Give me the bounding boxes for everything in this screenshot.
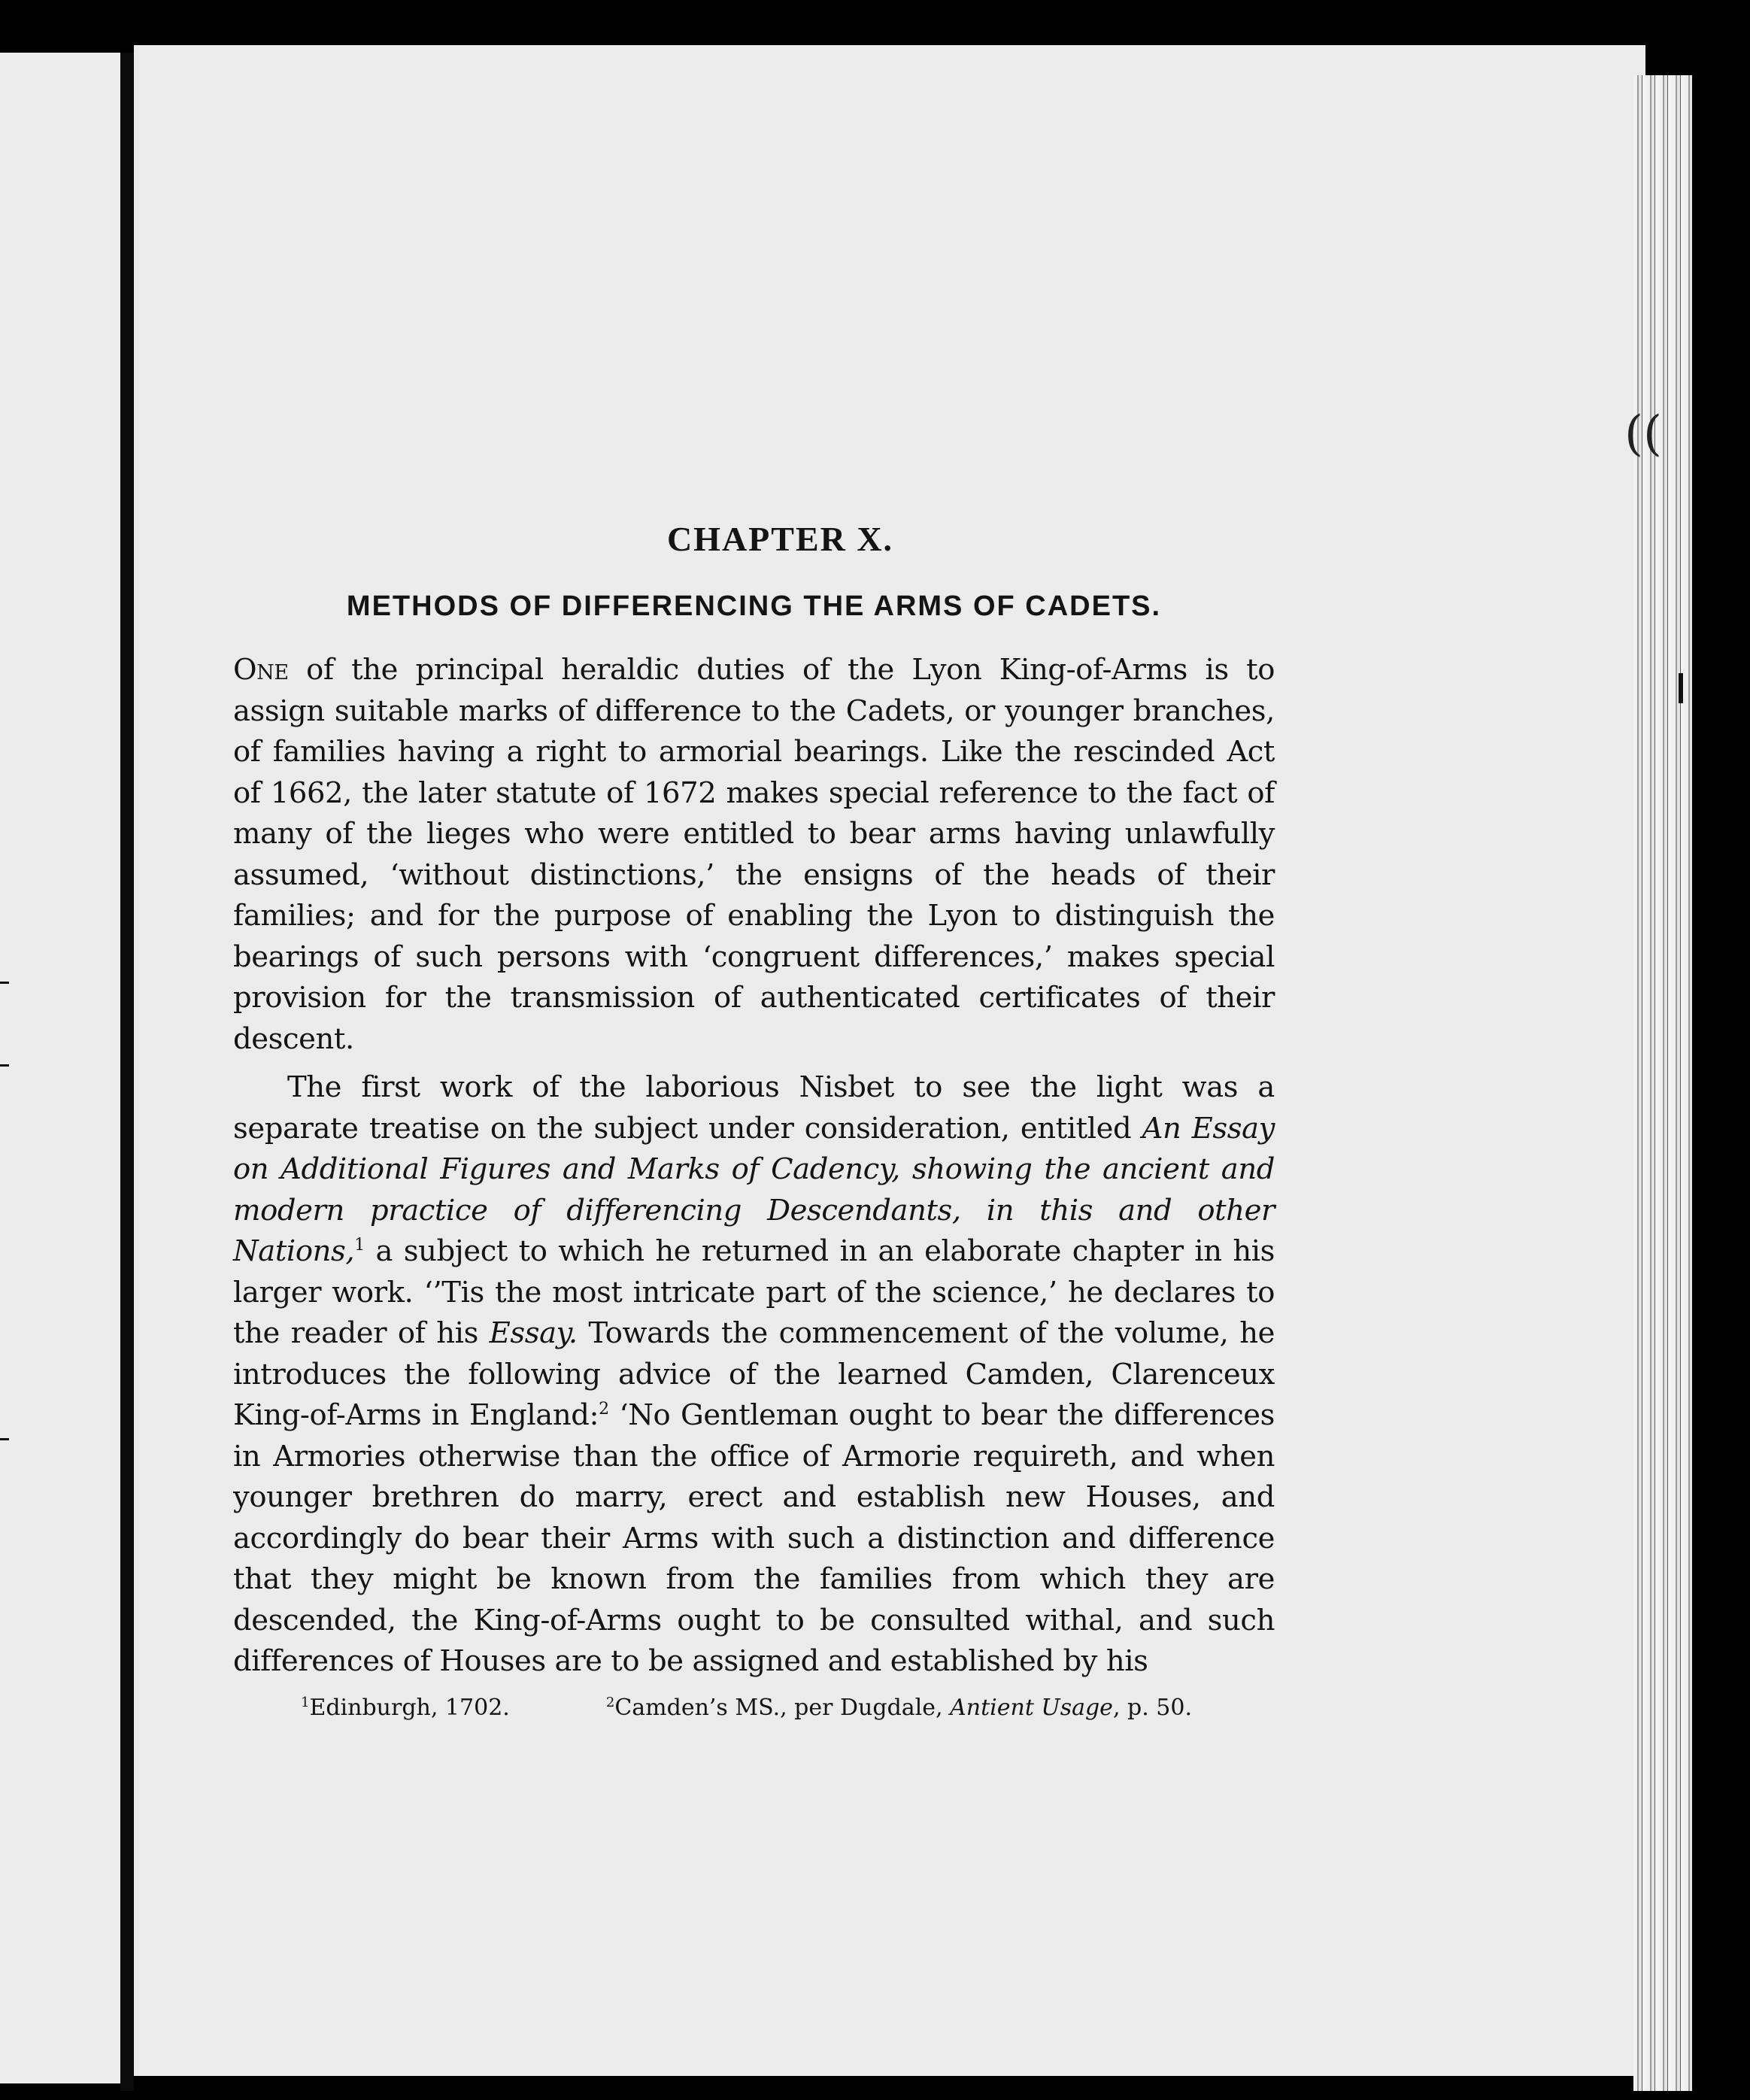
right-margin-glyph: (( xyxy=(1624,406,1662,462)
chapter-title: CHAPTER X. xyxy=(666,520,894,558)
paragraph-2-part-b: a subject to which he returned in an elaborate chapter in his larger work. ‘’Tis the most intricate part of the science,’ he declares to the reader of his xyxy=(233,1234,1275,1350)
footnote-2-end: , p. 50. xyxy=(1112,1694,1192,1721)
left-margin-tick xyxy=(0,1064,9,1067)
footnote-ref-2: 2 xyxy=(599,1400,609,1419)
drop-word: One xyxy=(233,653,289,687)
footnote-2-text: Camden’s MS., per Dugdale, xyxy=(614,1694,951,1721)
essay-word: Essay. xyxy=(489,1316,578,1350)
left-page-edge xyxy=(0,53,124,2083)
page-edge-stack xyxy=(1633,75,1694,2091)
page-text xyxy=(233,519,1275,1721)
footnotes xyxy=(233,1695,1275,1721)
footnote-2-italic: Antient Usage xyxy=(950,1694,1113,1721)
chapter-subtitle: METHODS OF DIFFERENCING THE ARMS OF CADETS. xyxy=(346,590,1162,622)
right-shadow xyxy=(1692,68,1750,2100)
essay-title: An Essay on Additional Figures and Marks of Cadency, showing the ancient and modern practice of differencing Descendants, in this and other Nations, xyxy=(233,1111,1275,1268)
paragraph-1 xyxy=(233,650,1275,1060)
footnote-2-number: 2 xyxy=(605,1694,615,1710)
right-edge-notch xyxy=(1679,673,1683,703)
paragraph-2-part-c: Towards the commencement of the volume, he introduces the following advice of the learned Camden, Clarenceux King-of-Arms in England: xyxy=(233,1316,1275,1432)
paragraph-1-text: of the principal heraldic duties of the Lyon King-of-Arms is to assign suitable marks of difference to the Cadets, or younger branches, of families having a right to armorial bearings. Like the rescinded Act of 1662, the later statute of 1672 makes special reference to the fact of many of the lieges who were entitled to bear arms having unlawfully assumed, ‘without distinctions,’ the ensigns of the heads of their families; and for the purpose of enabling the Lyon to distinguish the bearings of such persons with ‘congruent differences,’ makes special provision for the transmission of authenticated certificates of their descent. xyxy=(233,653,1275,1056)
left-margin-tick xyxy=(0,1438,9,1440)
footnote-ref-1: 1 xyxy=(354,1236,365,1255)
footnote-1 xyxy=(301,1695,510,1721)
paragraph-2-part-d: ‘No Gentleman ought to bear the differences in Armories otherwise than the office of Armorie requireth, and when younger brethren do marry, erect and establish new Houses, and accordingly do bear their Arms with such a distinction and difference that they might be known from the families from which they are descended, the King-of-Arms ought to be consulted withal, and such differences of Houses are to be assigned and established by his xyxy=(233,1398,1275,1678)
footnote-1-text: Edinburgh, 1702. xyxy=(309,1694,510,1721)
footnote-2 xyxy=(606,1695,1192,1721)
left-margin-tick xyxy=(0,982,9,984)
paragraph-2-part-a: The first work of the laborious Nisbet to see the light was a separate treatise on the subject under consideration, entitled xyxy=(233,1070,1275,1146)
book-binding xyxy=(120,53,134,2091)
paragraph-2 xyxy=(233,1067,1275,1683)
footnote-1-number: 1 xyxy=(301,1694,310,1710)
